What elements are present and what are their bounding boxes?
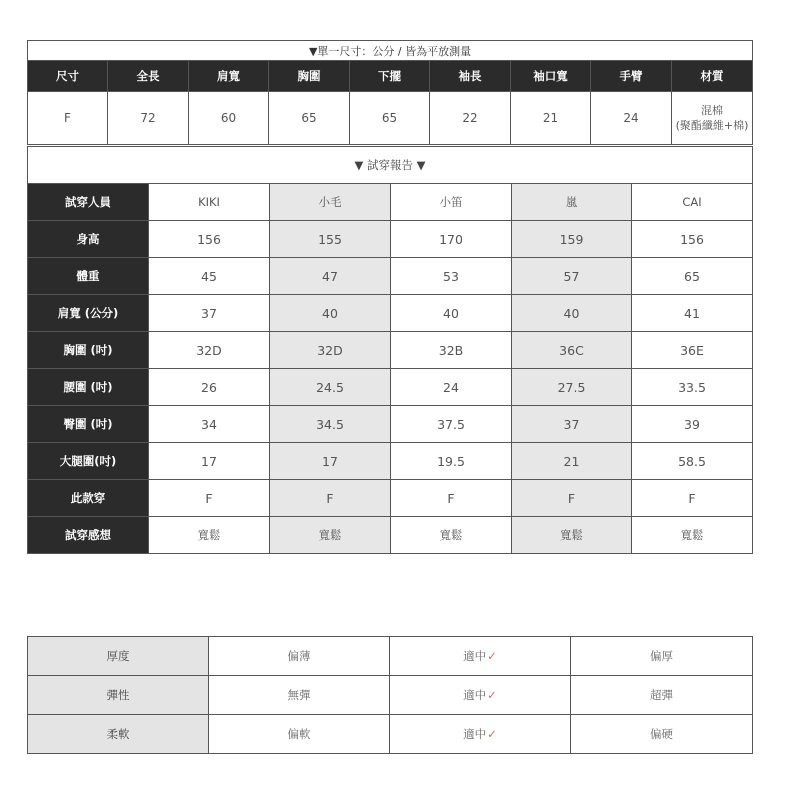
size-value-cell: 72 (108, 92, 189, 145)
fabric-feel-option (209, 676, 390, 715)
size-value-cell: 65 (350, 92, 430, 145)
size-header-cell: 尺寸 (28, 61, 108, 92)
fit-report-row-label: 此款穿 (28, 480, 149, 517)
size-header-cell: 肩寬 (189, 61, 269, 92)
fabric-feel-label: 彈性 (28, 676, 209, 715)
fit-report-cell: 小毛 (270, 184, 391, 221)
fit-report-cell: 45 (149, 258, 270, 295)
fit-report-cell: 37.5 (391, 406, 512, 443)
fit-report-cell: 寬鬆 (391, 517, 512, 554)
size-header-cell: 下擺 (350, 61, 430, 92)
fit-report-cell: 17 (270, 443, 391, 480)
fabric-feel-option-label: 適中 (463, 727, 487, 741)
fabric-feel-option-label: 無彈 (287, 688, 311, 702)
fit-report-cell: 39 (632, 406, 753, 443)
fit-report-row-label: 腰圍 (吋) (28, 369, 149, 406)
fit-report-body (28, 184, 753, 554)
fit-report-cell: 156 (632, 221, 753, 258)
fit-report-cell: 19.5 (391, 443, 512, 480)
size-value-cell: 22 (430, 92, 511, 145)
fit-report-caption: ▼ 試穿報告 ▼ (28, 147, 753, 184)
fabric-feel-option-label: 偏厚 (650, 649, 673, 663)
size-chart-value-row (28, 92, 753, 145)
checkmark-icon: ✓ (487, 688, 497, 702)
size-header-cell: 全長 (108, 61, 189, 92)
fit-report-row (28, 295, 753, 332)
size-value-cell: 21 (511, 92, 591, 145)
fit-report-row-label: 胸圍 (吋) (28, 332, 149, 369)
fit-report-cell: KIKI (149, 184, 270, 221)
fit-report-cell: 36E (632, 332, 753, 369)
fit-report-cell: 32D (149, 332, 270, 369)
fit-report-row (28, 369, 753, 406)
fit-report-cell: 40 (270, 295, 391, 332)
fit-report-row-label: 肩寬 (公分) (28, 295, 149, 332)
fit-report-cell: F (270, 480, 391, 517)
fabric-feel-label: 厚度 (28, 637, 209, 676)
fabric-feel-option (209, 637, 390, 676)
fabric-feel-option-label: 適中 (463, 688, 487, 702)
fit-report-cell: 32D (270, 332, 391, 369)
fit-report-cell: 嵐 (512, 184, 632, 221)
fit-report-table (27, 146, 753, 554)
checkmark-icon: ✓ (487, 649, 497, 663)
fabric-feel-row (28, 676, 753, 715)
fit-report-cell: 24 (391, 369, 512, 406)
size-chart-table (27, 40, 753, 145)
fit-report-cell: 159 (512, 221, 632, 258)
fit-report-cell: 寬鬆 (632, 517, 753, 554)
fabric-feel-option-label: 偏薄 (287, 649, 311, 663)
fit-report-cell: 57 (512, 258, 632, 295)
size-value-cell: F (28, 92, 108, 145)
size-value-cell: 60 (189, 92, 269, 145)
fit-report-row-label: 試穿感想 (28, 517, 149, 554)
fit-report-cell: 155 (270, 221, 391, 258)
fit-report-cell: 53 (391, 258, 512, 295)
fit-report-cell: 寬鬆 (270, 517, 391, 554)
fit-report-row (28, 443, 753, 480)
fit-report-cell: 40 (391, 295, 512, 332)
fit-report-row-label: 試穿人員 (28, 184, 149, 221)
size-header-cell: 袖長 (430, 61, 511, 92)
fabric-feel-option-label: 偏硬 (650, 727, 673, 741)
size-chart-caption: ▼單一尺寸：公分 / 皆為平放測量 (28, 41, 753, 61)
fabric-feel-option (390, 637, 571, 676)
size-header-cell: 手臂 (591, 61, 672, 92)
fit-report-cell: CAI (632, 184, 753, 221)
fit-report-row (28, 184, 753, 221)
fabric-feel-option-label: 超彈 (650, 688, 673, 702)
fit-report-cell: 寬鬆 (512, 517, 632, 554)
fit-report-cell: F (512, 480, 632, 517)
fabric-feel-option (390, 715, 571, 754)
fit-report-row-label: 大腿圍(吋) (28, 443, 149, 480)
fit-report-row (28, 406, 753, 443)
fabric-feel-option-label: 適中 (463, 649, 487, 663)
fit-report-cell: 33.5 (632, 369, 753, 406)
fabric-feel-body (28, 637, 753, 754)
fabric-feel-option (390, 676, 571, 715)
checkmark-icon: ✓ (487, 727, 497, 741)
fabric-feel-row (28, 715, 753, 754)
size-value-cell: 24 (591, 92, 672, 145)
fit-report-cell: 24.5 (270, 369, 391, 406)
fabric-feel-label: 柔軟 (28, 715, 209, 754)
fit-report-cell: 36C (512, 332, 632, 369)
fit-report-cell: 47 (270, 258, 391, 295)
fit-report-row (28, 517, 753, 554)
fabric-feel-row (28, 637, 753, 676)
fabric-feel-option (571, 676, 753, 715)
size-header-cell: 胸圍 (269, 61, 350, 92)
fit-report-cell: 26 (149, 369, 270, 406)
fit-report-row (28, 332, 753, 369)
fit-report-cell: F (149, 480, 270, 517)
size-material-cell: 混棉 (聚酯纖維+棉) (672, 92, 753, 145)
fit-report-row-label: 體重 (28, 258, 149, 295)
fit-report-cell: 27.5 (512, 369, 632, 406)
fit-report-cell: 156 (149, 221, 270, 258)
fabric-feel-option-label: 偏軟 (287, 727, 311, 741)
size-header-cell: 袖口寬 (511, 61, 591, 92)
fit-report-row (28, 258, 753, 295)
size-value-cell: 65 (269, 92, 350, 145)
fit-report-cell: 21 (512, 443, 632, 480)
fit-report-row (28, 221, 753, 258)
size-chart-header-row (28, 61, 753, 92)
fit-report-cell: 寬鬆 (149, 517, 270, 554)
fit-report-cell: 40 (512, 295, 632, 332)
fit-report-cell: 37 (149, 295, 270, 332)
fit-report-cell: 小笛 (391, 184, 512, 221)
fit-report-cell: 34 (149, 406, 270, 443)
fit-report-row-label: 臀圍 (吋) (28, 406, 149, 443)
size-header-cell: 材質 (672, 61, 753, 92)
fit-report-cell: F (632, 480, 753, 517)
fit-report-cell: 58.5 (632, 443, 753, 480)
fabric-feel-option (571, 637, 753, 676)
fit-report-cell: 65 (632, 258, 753, 295)
fit-report-cell: 37 (512, 406, 632, 443)
fit-report-row-label: 身高 (28, 221, 149, 258)
fabric-feel-option (209, 715, 390, 754)
fit-report-cell: 41 (632, 295, 753, 332)
fabric-feel-option (571, 715, 753, 754)
fit-report-cell: 32B (391, 332, 512, 369)
fit-report-row (28, 480, 753, 517)
fit-report-cell: 17 (149, 443, 270, 480)
fit-report-cell: F (391, 480, 512, 517)
fit-report-cell: 170 (391, 221, 512, 258)
fabric-feel-table (27, 636, 753, 754)
fit-report-cell: 34.5 (270, 406, 391, 443)
